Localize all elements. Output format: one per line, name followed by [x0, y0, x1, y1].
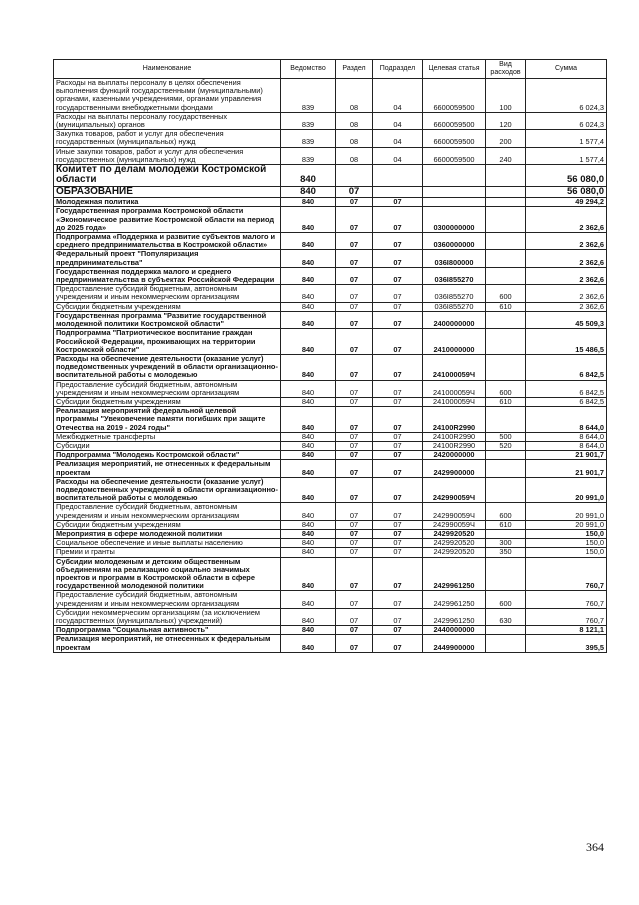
cell-subsection: 04 — [373, 147, 423, 164]
cell-sum: 2 362,6 — [526, 285, 607, 302]
cell-subsection: 07 — [373, 233, 423, 250]
cell-target-item: 036I800000 — [423, 250, 486, 267]
cell-target-item: 2429900000 — [423, 460, 486, 477]
cell-name: Государственная программа Костромской области «Экономическое развитие Костромской области на период до 2025 года» — [54, 207, 281, 233]
cell-name: Расходы на обеспечение деятельности (оказание услуг) подведомственных учреждений в области организационно-воспитательной работы с молодежью — [54, 477, 281, 503]
cell-name: Комитет по делам молодежи Костромской области — [54, 165, 281, 187]
table-row — [54, 503, 607, 520]
cell-section: 07 — [336, 520, 373, 529]
cell-target-item: 6600059500 — [423, 112, 486, 129]
table-row — [54, 548, 607, 557]
cell-department: 840 — [281, 329, 336, 355]
cell-subsection: 07 — [373, 539, 423, 548]
cell-name: Расходы на выплаты персоналу государственных (муниципальных) органов — [54, 112, 281, 129]
cell-target-item: 6600059500 — [423, 147, 486, 164]
cell-subsection: 07 — [373, 529, 423, 538]
cell-department: 840 — [281, 250, 336, 267]
table-row — [54, 186, 607, 197]
cell-section: 07 — [336, 302, 373, 311]
cell-section: 07 — [336, 311, 373, 328]
cell-expense-type: 300 — [486, 539, 526, 548]
cell-subsection: 07 — [373, 267, 423, 284]
cell-department: 840 — [281, 503, 336, 520]
cell-department: 840 — [281, 591, 336, 608]
cell-section: 08 — [336, 147, 373, 164]
cell-name: Предоставление субсидий бюджетным, автономным учреждениям и иным некоммерческим организациям — [54, 380, 281, 397]
header-department: Ведомство — [281, 60, 336, 79]
cell-name: Федеральный проект "Популяризация предпринимательства" — [54, 250, 281, 267]
cell-department: 840 — [281, 529, 336, 538]
budget-table — [53, 59, 607, 653]
cell-expense-type: 630 — [486, 608, 526, 625]
cell-department: 840 — [281, 520, 336, 529]
cell-sum: 6 842,5 — [526, 397, 607, 406]
cell-sum: 2 362,6 — [526, 302, 607, 311]
cell-subsection: 04 — [373, 79, 423, 113]
cell-section: 07 — [336, 380, 373, 397]
cell-target-item: 6600059500 — [423, 130, 486, 147]
cell-sum: 45 509,3 — [526, 311, 607, 328]
cell-expense-type: 350 — [486, 548, 526, 557]
cell-expense-type: 240 — [486, 147, 526, 164]
cell-name: Предоставление субсидий бюджетным, автономным учреждениям и иным некоммерческим организациям — [54, 285, 281, 302]
cell-expense-type — [486, 250, 526, 267]
cell-department: 839 — [281, 147, 336, 164]
table-row — [54, 207, 607, 233]
cell-sum: 21 901,7 — [526, 460, 607, 477]
cell-section: 07 — [336, 285, 373, 302]
cell-subsection: 07 — [373, 432, 423, 441]
table-row — [54, 285, 607, 302]
cell-department: 840 — [281, 548, 336, 557]
cell-expense-type — [486, 233, 526, 250]
cell-target-item: 24100R2990 — [423, 432, 486, 441]
cell-name: Субсидии бюджетным учреждениям — [54, 397, 281, 406]
cell-department: 839 — [281, 79, 336, 113]
cell-section: 08 — [336, 112, 373, 129]
table-row — [54, 112, 607, 129]
cell-subsection: 07 — [373, 198, 423, 207]
cell-section: 07 — [336, 441, 373, 450]
cell-subsection: 07 — [373, 635, 423, 652]
cell-section: 07 — [336, 460, 373, 477]
cell-target-item: 24100R2990 — [423, 441, 486, 450]
cell-subsection: 07 — [373, 397, 423, 406]
cell-section: 08 — [336, 130, 373, 147]
cell-sum: 8 644,0 — [526, 432, 607, 441]
cell-expense-type — [486, 557, 526, 591]
cell-department: 840 — [281, 407, 336, 433]
cell-department: 840 — [281, 285, 336, 302]
table-row — [54, 311, 607, 328]
cell-expense-type: 610 — [486, 302, 526, 311]
cell-section: 07 — [336, 354, 373, 380]
cell-sum: 56 080,0 — [526, 186, 607, 197]
cell-sum: 760,7 — [526, 557, 607, 591]
cell-sum: 20 991,0 — [526, 520, 607, 529]
cell-expense-type — [486, 460, 526, 477]
cell-expense-type — [486, 311, 526, 328]
cell-subsection: 07 — [373, 207, 423, 233]
cell-expense-type: 610 — [486, 397, 526, 406]
table-row — [54, 557, 607, 591]
cell-subsection: 07 — [373, 380, 423, 397]
cell-subsection: 07 — [373, 608, 423, 625]
cell-sum: 2 362,6 — [526, 207, 607, 233]
cell-subsection: 07 — [373, 329, 423, 355]
cell-sum: 760,7 — [526, 591, 607, 608]
cell-section: 07 — [336, 591, 373, 608]
cell-department: 840 — [281, 557, 336, 591]
cell-target-item — [423, 198, 486, 207]
cell-section: 07 — [336, 198, 373, 207]
cell-subsection: 04 — [373, 130, 423, 147]
cell-name: Подпрограмма "Социальная активность" — [54, 626, 281, 635]
header-target-item: Целевая статья — [423, 60, 486, 79]
cell-department: 840 — [281, 432, 336, 441]
cell-name: Мероприятия в сфере молодежной политики — [54, 529, 281, 538]
table-header-row — [54, 60, 607, 79]
header-expense-type: Вид расходов — [486, 60, 526, 79]
cell-section: 07 — [336, 233, 373, 250]
cell-name: Премии и гранты — [54, 548, 281, 557]
cell-sum: 49 294,2 — [526, 198, 607, 207]
cell-target-item: 2429961250 — [423, 557, 486, 591]
cell-expense-type — [486, 329, 526, 355]
cell-section: 07 — [336, 407, 373, 433]
cell-department: 840 — [281, 207, 336, 233]
cell-section: 07 — [336, 250, 373, 267]
cell-name: Реализация мероприятий, не отнесенных к федеральным проектам — [54, 460, 281, 477]
cell-name: Субсидии бюджетным учреждениям — [54, 520, 281, 529]
cell-section: 07 — [336, 503, 373, 520]
header-sum: Сумма — [526, 60, 607, 79]
cell-department: 840 — [281, 397, 336, 406]
cell-subsection — [373, 165, 423, 187]
cell-subsection: 04 — [373, 112, 423, 129]
cell-name: Предоставление субсидий бюджетным, автономным учреждениям и иным некоммерческим организациям — [54, 591, 281, 608]
cell-target-item: 2410000000 — [423, 329, 486, 355]
cell-name: Государственная поддержка малого и среднего предпринимательства в субъектах Российской Федерации — [54, 267, 281, 284]
cell-name: Реализация мероприятий федеральной целевой программы "Увековечение памяти погибших при защите Отечества на 2019 - 2024 годы" — [54, 407, 281, 433]
cell-expense-type: 610 — [486, 520, 526, 529]
cell-department: 840 — [281, 354, 336, 380]
cell-expense-type: 200 — [486, 130, 526, 147]
header-name: Наименование — [54, 60, 281, 79]
cell-subsection: 07 — [373, 302, 423, 311]
cell-expense-type — [486, 198, 526, 207]
cell-name: Молодежная политика — [54, 198, 281, 207]
cell-department: 840 — [281, 302, 336, 311]
cell-target-item: 2429920520 — [423, 548, 486, 557]
cell-sum: 2 362,6 — [526, 267, 607, 284]
cell-target-item — [423, 165, 486, 187]
cell-section: 08 — [336, 79, 373, 113]
cell-department: 840 — [281, 477, 336, 503]
cell-subsection: 07 — [373, 460, 423, 477]
cell-sum: 21 901,7 — [526, 451, 607, 460]
cell-department: 840 — [281, 451, 336, 460]
cell-subsection: 07 — [373, 503, 423, 520]
cell-subsection: 07 — [373, 477, 423, 503]
cell-expense-type: 500 — [486, 432, 526, 441]
cell-target-item: 241000059Ч — [423, 397, 486, 406]
cell-name: Расходы на обеспечение деятельности (оказание услуг) подведомственных учреждений в области организационно-воспитательной работы с молодежью — [54, 354, 281, 380]
cell-section: 07 — [336, 186, 373, 197]
cell-expense-type — [486, 267, 526, 284]
cell-department: 840 — [281, 460, 336, 477]
cell-name: Подпрограмма "Молодежь Костромской области" — [54, 451, 281, 460]
cell-section: 07 — [336, 329, 373, 355]
cell-target-item: 24100R2990 — [423, 407, 486, 433]
cell-expense-type — [486, 407, 526, 433]
cell-target-item: 036I855270 — [423, 285, 486, 302]
cell-sum: 8 121,1 — [526, 626, 607, 635]
cell-subsection: 07 — [373, 441, 423, 450]
cell-department: 840 — [281, 186, 336, 197]
header-section: Раздел — [336, 60, 373, 79]
cell-sum: 8 644,0 — [526, 441, 607, 450]
cell-sum: 150,0 — [526, 539, 607, 548]
cell-target-item: 2420000000 — [423, 451, 486, 460]
cell-target-item: 2429920520 — [423, 529, 486, 538]
header-subsection: Подраздел — [373, 60, 423, 79]
table-row — [54, 302, 607, 311]
cell-sum: 20 991,0 — [526, 503, 607, 520]
cell-target-item: 0360000000 — [423, 233, 486, 250]
cell-expense-type — [486, 451, 526, 460]
cell-expense-type: 520 — [486, 441, 526, 450]
cell-name: Предоставление субсидий бюджетным, автономным учреждениям и иным некоммерческим организациям — [54, 503, 281, 520]
table-row — [54, 539, 607, 548]
cell-subsection — [373, 186, 423, 197]
table-row — [54, 635, 607, 652]
cell-section: 07 — [336, 432, 373, 441]
cell-subsection: 07 — [373, 311, 423, 328]
table-row — [54, 407, 607, 433]
cell-target-item: 241000059Ч — [423, 380, 486, 397]
table-row — [54, 250, 607, 267]
table-row — [54, 608, 607, 625]
cell-expense-type: 600 — [486, 503, 526, 520]
cell-name: Расходы на выплаты персоналу в целях обеспечения выполнения функций государственными (муниципальными) органами, казенными учреждениями, органами управления государственными внебюджетными фондами — [54, 79, 281, 113]
cell-target-item: 2429961250 — [423, 608, 486, 625]
cell-name: Закупка товаров, работ и услуг для обеспечения государственных (муниципальных) нужд — [54, 130, 281, 147]
table-row — [54, 79, 607, 113]
cell-department: 840 — [281, 380, 336, 397]
cell-department: 840 — [281, 311, 336, 328]
table-row — [54, 432, 607, 441]
cell-section: 07 — [336, 267, 373, 284]
cell-sum: 56 080,0 — [526, 165, 607, 187]
cell-department: 840 — [281, 626, 336, 635]
cell-target-item: 242990059Ч — [423, 477, 486, 503]
table-row — [54, 233, 607, 250]
cell-department: 840 — [281, 608, 336, 625]
cell-expense-type — [486, 354, 526, 380]
cell-sum: 20 991,0 — [526, 477, 607, 503]
cell-section: 07 — [336, 548, 373, 557]
table-row — [54, 267, 607, 284]
table-row — [54, 329, 607, 355]
cell-name: Субсидии некоммерческим организациям (за исключением государственных (муниципальных) учреждений) — [54, 608, 281, 625]
cell-subsection: 07 — [373, 591, 423, 608]
table-row — [54, 477, 607, 503]
cell-target-item: 242990059Ч — [423, 503, 486, 520]
cell-sum: 6 024,3 — [526, 79, 607, 113]
cell-section: 07 — [336, 635, 373, 652]
cell-target-item: 2400000000 — [423, 311, 486, 328]
cell-expense-type: 600 — [486, 591, 526, 608]
cell-section: 07 — [336, 477, 373, 503]
cell-target-item: 241000059Ч — [423, 354, 486, 380]
cell-subsection: 07 — [373, 548, 423, 557]
cell-section: 07 — [336, 539, 373, 548]
cell-section: 07 — [336, 608, 373, 625]
cell-expense-type — [486, 626, 526, 635]
cell-sum: 760,7 — [526, 608, 607, 625]
cell-section: 07 — [336, 557, 373, 591]
cell-name: Субсидии — [54, 441, 281, 450]
table-row — [54, 354, 607, 380]
cell-section: 07 — [336, 529, 373, 538]
cell-expense-type — [486, 477, 526, 503]
cell-expense-type: 600 — [486, 285, 526, 302]
page-number: 364 — [586, 840, 604, 854]
table-row — [54, 147, 607, 164]
table-row — [54, 130, 607, 147]
cell-subsection: 07 — [373, 557, 423, 591]
cell-target-item: 2429961250 — [423, 591, 486, 608]
cell-section — [336, 165, 373, 187]
cell-subsection: 07 — [373, 520, 423, 529]
cell-sum: 15 486,5 — [526, 329, 607, 355]
cell-subsection: 07 — [373, 354, 423, 380]
cell-sum: 1 577,4 — [526, 147, 607, 164]
cell-department: 840 — [281, 635, 336, 652]
cell-name: Государственная программа "Развитие государственной молодежной политики Костромской области" — [54, 311, 281, 328]
cell-subsection: 07 — [373, 250, 423, 267]
cell-expense-type: 100 — [486, 79, 526, 113]
cell-name: Социальное обеспечение и иные выплаты населению — [54, 539, 281, 548]
cell-department: 840 — [281, 441, 336, 450]
cell-target-item: 2449900000 — [423, 635, 486, 652]
cell-department: 839 — [281, 112, 336, 129]
cell-name: ОБРАЗОВАНИЕ — [54, 186, 281, 197]
cell-sum: 2 362,6 — [526, 233, 607, 250]
cell-department: 840 — [281, 198, 336, 207]
cell-section: 07 — [336, 451, 373, 460]
cell-expense-type — [486, 165, 526, 187]
table-row — [54, 460, 607, 477]
cell-target-item: 2440000000 — [423, 626, 486, 635]
cell-sum: 6 842,5 — [526, 354, 607, 380]
cell-name: Подпрограмма «Поддержка и развитие субъектов малого и среднего предпринимательства в Костромской области» — [54, 233, 281, 250]
cell-section: 07 — [336, 207, 373, 233]
cell-section: 07 — [336, 397, 373, 406]
cell-target-item: 242990059Ч — [423, 520, 486, 529]
cell-name: Субсидии молодежным и детским общественным объединениям на реализацию социально значимых проектов и программ в Костромской области в сфере государственной молодежной политики — [54, 557, 281, 591]
cell-name: Субсидии бюджетным учреждениям — [54, 302, 281, 311]
cell-target-item: 036I855270 — [423, 302, 486, 311]
cell-expense-type — [486, 186, 526, 197]
cell-target-item: 2429920520 — [423, 539, 486, 548]
cell-target-item: 036I855270 — [423, 267, 486, 284]
cell-sum: 6 842,5 — [526, 380, 607, 397]
cell-sum: 150,0 — [526, 529, 607, 538]
cell-department: 840 — [281, 233, 336, 250]
table-row — [54, 165, 607, 187]
cell-target-item: 6600059500 — [423, 79, 486, 113]
cell-subsection: 07 — [373, 451, 423, 460]
cell-sum: 1 577,4 — [526, 130, 607, 147]
cell-name: Иные закупки товаров, работ и услуг для обеспечения государственных (муниципальных) нужд — [54, 147, 281, 164]
cell-expense-type — [486, 635, 526, 652]
cell-name: Подпрограмма "Патриотическое воспитание граждан Российской Федерации, проживающих на территории Костромской области" — [54, 329, 281, 355]
cell-subsection: 07 — [373, 626, 423, 635]
cell-department: 840 — [281, 165, 336, 187]
table-row — [54, 380, 607, 397]
cell-section: 07 — [336, 626, 373, 635]
cell-sum: 6 024,3 — [526, 112, 607, 129]
cell-expense-type — [486, 207, 526, 233]
table-row — [54, 591, 607, 608]
cell-subsection: 07 — [373, 407, 423, 433]
cell-name: Межбюджетные трансферты — [54, 432, 281, 441]
cell-sum: 395,5 — [526, 635, 607, 652]
cell-sum: 8 644,0 — [526, 407, 607, 433]
cell-name: Реализация мероприятий, не отнесенных к федеральным проектам — [54, 635, 281, 652]
cell-target-item — [423, 186, 486, 197]
cell-sum: 150,0 — [526, 548, 607, 557]
cell-expense-type: 120 — [486, 112, 526, 129]
cell-target-item: 0300000000 — [423, 207, 486, 233]
cell-expense-type: 600 — [486, 380, 526, 397]
cell-department: 840 — [281, 539, 336, 548]
cell-department: 839 — [281, 130, 336, 147]
cell-department: 840 — [281, 267, 336, 284]
cell-subsection: 07 — [373, 285, 423, 302]
cell-sum: 2 362,6 — [526, 250, 607, 267]
